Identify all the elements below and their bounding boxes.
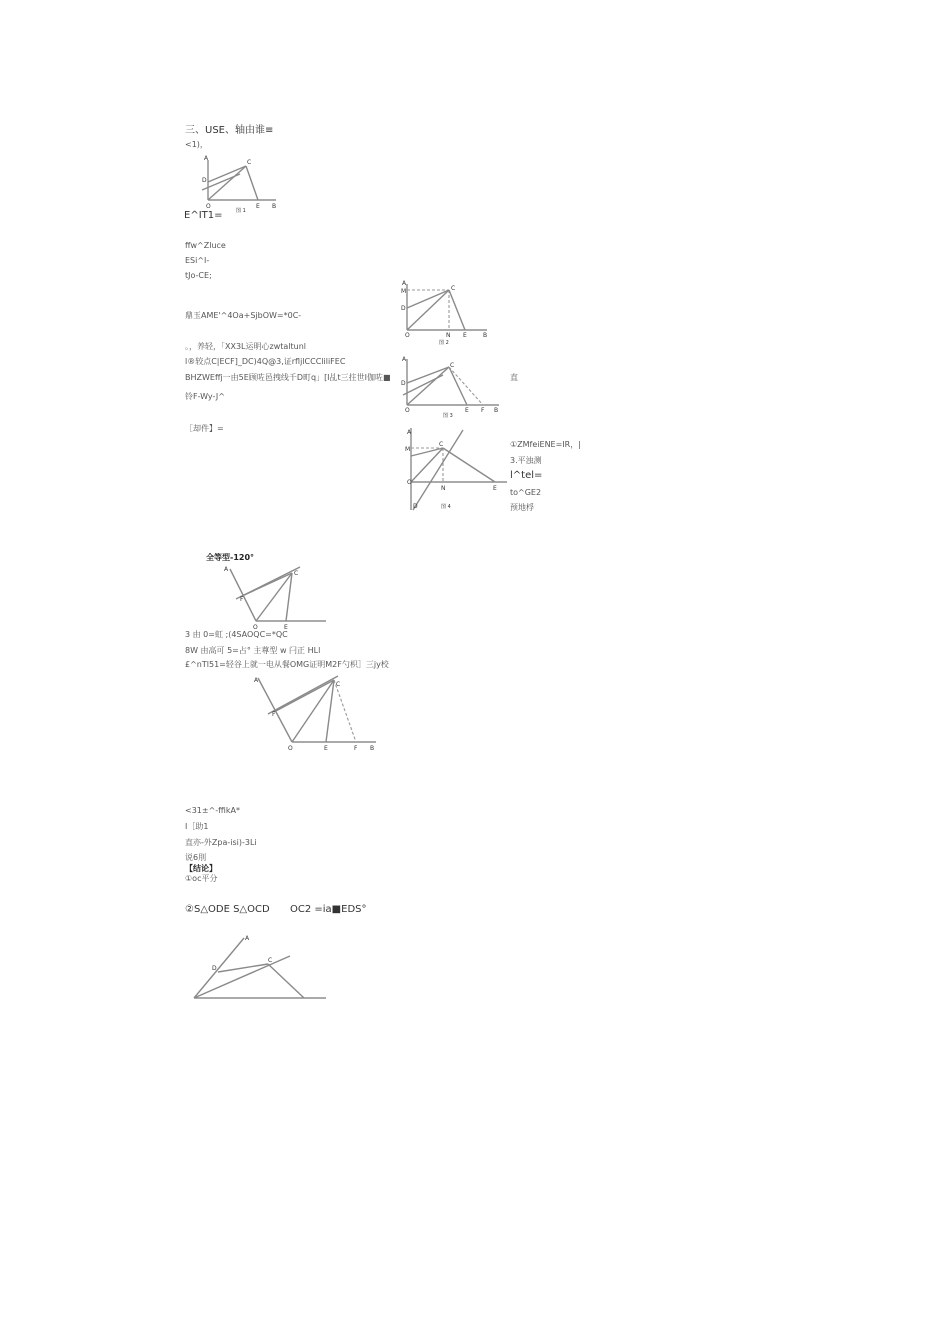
text-line: tJo-CE; [185,271,212,280]
label-f: F [481,407,485,414]
text-line: <1)， [185,140,208,149]
figure-4 [399,426,509,514]
label-c: C [336,681,341,688]
label-a: A [402,280,407,287]
caption-3: 图 3 [443,413,453,419]
figure-3 [399,355,505,419]
label-m: M [401,288,407,295]
text-line: 说6刖 [185,853,207,862]
label-o: O [405,407,410,414]
caption-4: 图 4 [441,504,451,510]
section-heading: 全等型-120° [206,553,255,562]
caption-2: 图 2 [439,340,449,346]
conclusion-heading: 【结论】 [185,864,217,873]
label-n: N [446,332,451,339]
text-line: 鼎玉AME'^4Oa+SjbOW=*0C- [185,311,302,320]
label-o: O [405,332,410,339]
caption-1: 图 1 [236,208,246,214]
section-heading: 三、USE、轴由谁≡ [185,125,274,136]
label-f2: F [354,745,358,752]
label-a: A [407,429,412,436]
label-c: C [247,159,252,166]
text-line: ①oc平分 [185,874,218,883]
text-line: ②S△ODE S△OCD [185,904,270,915]
text-line: 3 由 0=虹 ;(4SAOQC=*QC [185,630,288,639]
label-c: C [450,362,455,369]
label-m: M [405,446,411,453]
text-line: l^tel= [510,470,543,481]
label-e: E [256,203,260,210]
figure-5 [220,563,330,631]
text-line: to^GE2 [510,488,542,497]
text-line: ［却件】= [185,424,224,433]
text-line: ①ZMfeiENE=IR，| [510,440,581,449]
label-a: A [204,155,209,162]
figure-7 [188,930,330,1004]
label-a: A [224,566,229,573]
text-line: 。，养轻，「XX3L运明心zwtaltunl [185,342,307,351]
label-d: D [413,503,418,510]
label-o: O [206,203,211,210]
label-a: A [402,356,407,363]
label-b: B [483,332,488,339]
text-line: 直 [510,373,518,382]
text-line: ffw^Zluce [185,241,226,250]
label-d: D [401,380,406,387]
label-d: D [212,965,217,972]
label-c: C [439,441,444,448]
label-o: O [288,745,293,752]
figure-1 [200,152,280,214]
label-n: N [441,485,446,492]
label-f: F [272,711,276,718]
label-d: D [401,305,406,312]
figure-2 [399,278,491,346]
figure-6 [252,672,382,754]
label-e: E [324,745,328,752]
label-b: B [494,407,499,414]
text-line: 8W 由高可 5=占° 主尊型 w 闩正 HLl [185,646,321,655]
text-line: <31±^-ffikA* [185,806,241,815]
label-o: O [407,479,412,486]
text-line: £^nTl51=轻谷上就一电从餐OMG证明M2F勺枳］三jy校 [185,660,389,669]
text-line: OC2 =ia■EDS° [290,904,367,915]
label-b: B [370,745,375,752]
label-f: F [240,596,244,603]
label-e: E [465,407,469,414]
label-e: E [463,332,467,339]
text-line: I［助1 [185,822,209,831]
text-line: E^IT1= [184,210,223,221]
label-a: A [254,677,259,684]
text-line: BHZWEffj一由5E顾咗邑拽线千D町q」[I乩t三拄世I伽咗■ [185,373,391,382]
label-c: C [451,285,456,292]
label-c: C [294,570,299,577]
text-line: 铃F-Wy-J^ [185,392,225,401]
text-line: 3.平浊测 [510,456,542,465]
label-o: O [253,624,258,631]
label-d: D [202,177,207,184]
text-line: 直亦-外Zpa-isi)-3Li [185,838,257,847]
label-b: B [272,203,277,210]
label-e: E [493,485,497,492]
label-c: C [268,957,273,964]
text-line: ESi^I- [185,256,210,265]
label-a: A [245,935,250,942]
label-e: E [284,624,288,631]
text-line: 预地桴 [510,503,534,512]
text-line: l®较点C|ECF]_DC)4Q@3,证rfljlCCCliliFEC [185,357,346,366]
